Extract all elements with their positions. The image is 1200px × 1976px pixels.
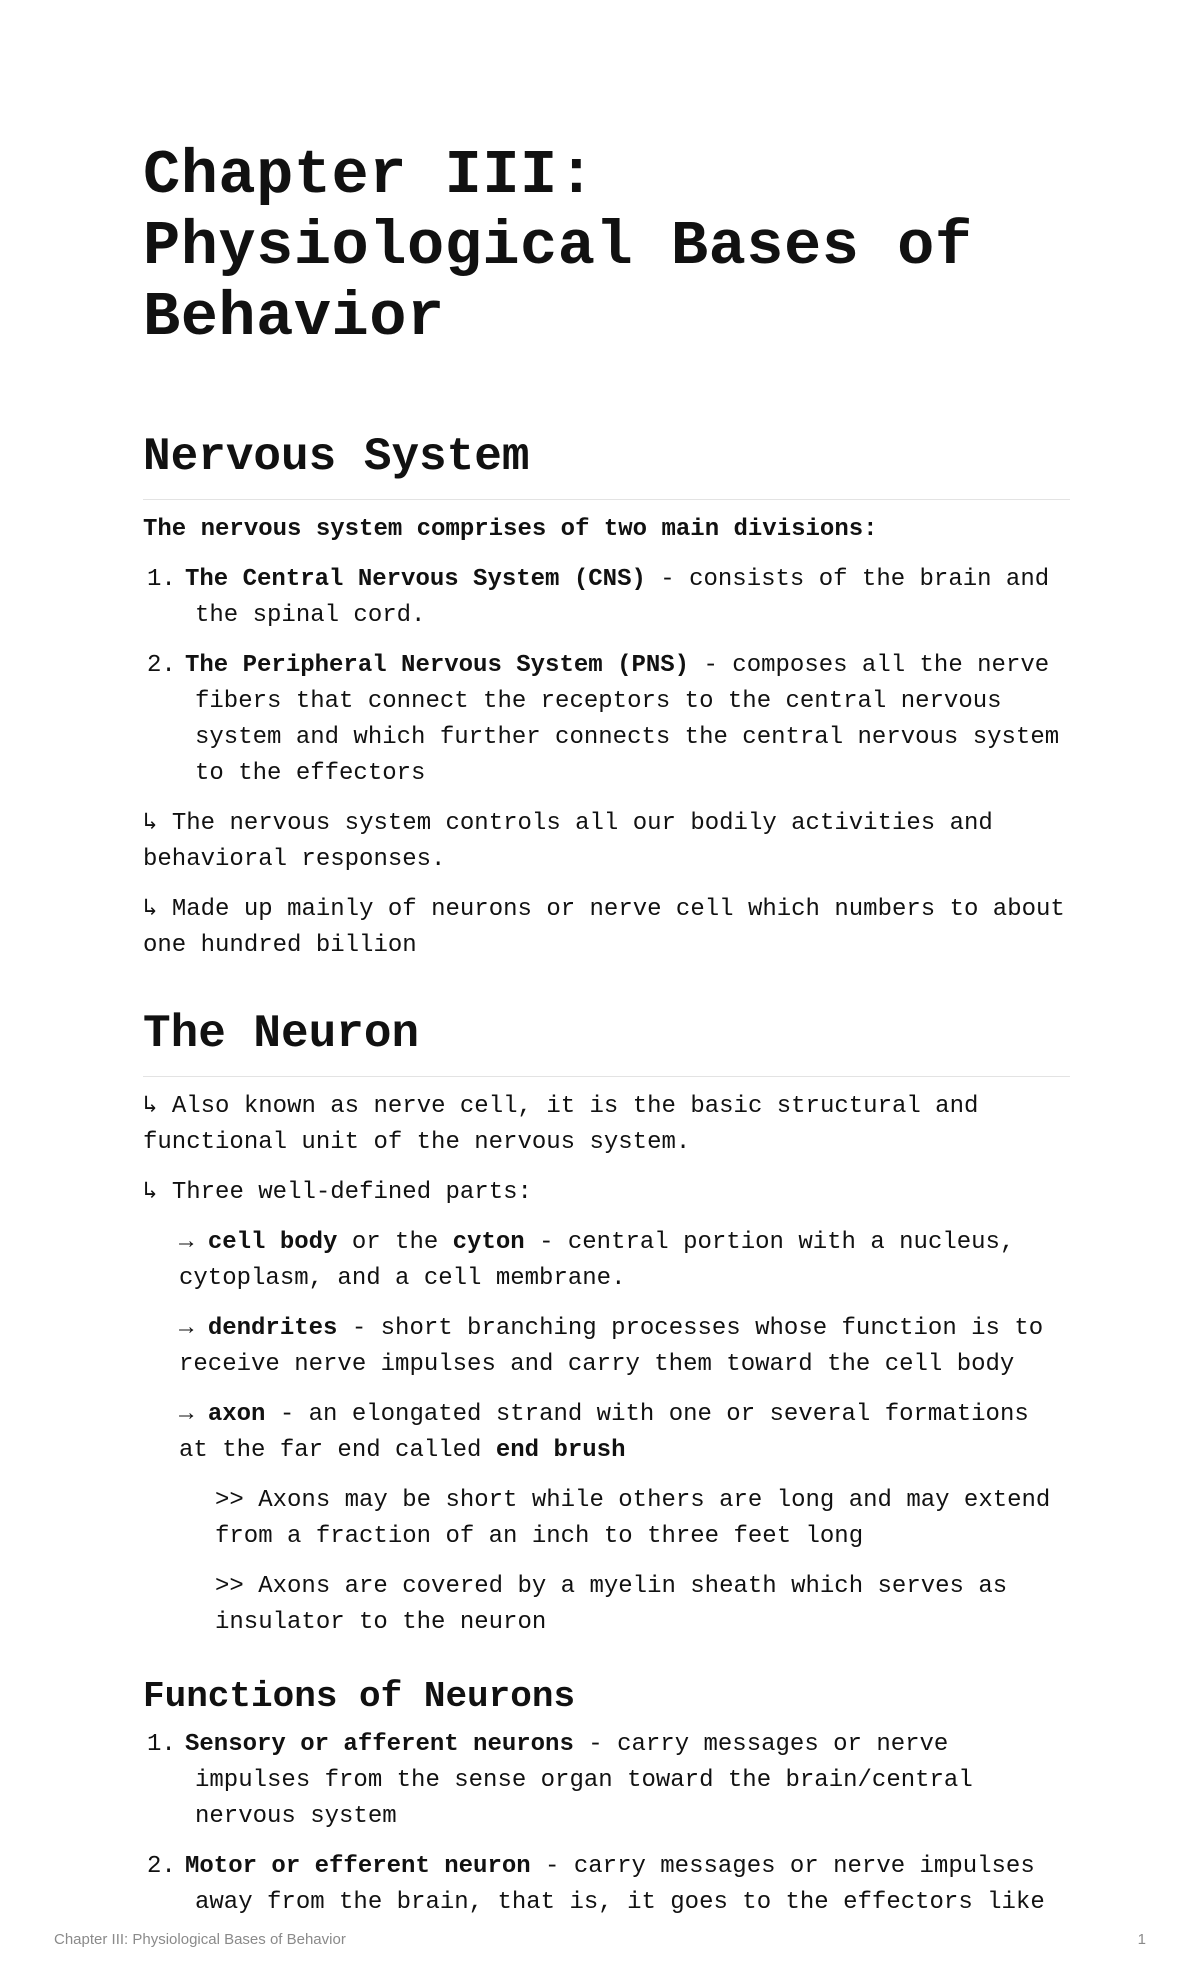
list-item-text: - carry messages or nerve impulses away from the brain, that is, it goes to the effectors like [195,1853,1045,1916]
list-item-term: Motor or efferent neuron [185,1853,531,1880]
footer-page-number: 1 [1137,1931,1146,1948]
footer-document-title: Chapter III: Physiological Bases of Behavior [54,1931,346,1948]
note-paragraph: ↳ Three well-defined parts: [143,1179,532,1206]
neuron-part-axon: → axon - an elongated strand with one or several formations at the far end called end brush [179,1401,1029,1464]
list-item [143,648,1070,792]
section-heading-neuron: The Neuron [143,1008,420,1060]
list-item-text: - carry messages or nerve impulses from the sense organ toward the brain/central nervous system [195,1731,973,1830]
list-number: 1. [147,566,176,593]
list-number: 2. [147,652,176,679]
note-paragraph: ↳ Also known as nerve cell, it is the basic structural and functional unit of the nervous system. [143,1093,979,1156]
section-divider [143,1076,1070,1077]
note-paragraph: ↳ Made up mainly of neurons or nerve cell which numbers to about one hundred billion [143,896,1065,959]
page-footer [54,1931,1146,1948]
nervous-system-intro: The nervous system comprises of two main divisions: [143,516,878,543]
document-page [143,0,1070,1921]
section-heading-nervous-system: Nervous System [143,431,530,483]
neuron-functions-list [143,1727,1070,1921]
list-item [143,1849,1070,1921]
list-number: 2. [147,1853,176,1880]
list-item-term: The Central Nervous System (CNS) [185,566,646,593]
note-paragraph: ↳ The nervous system controls all our bodily activities and behavioral responses. [143,810,993,873]
list-item-term: Sensory or afferent neurons [185,1731,574,1758]
section-divider [143,499,1070,500]
list-item-text: - consists of the brain and the spinal cord. [195,566,1050,629]
neuron-part-dendrites: → dendrites - short branching processes whose function is to receive nerve impulses and carry them toward the cell body [179,1315,1044,1378]
list-item-text: - composes all the nerve fibers that connect the receptors to the central nervous system and which further connects the central nervous system to the effectors [195,652,1060,787]
axon-note: >> Axons are covered by a myelin sheath which serves as insulator to the neuron [215,1573,1008,1636]
section-heading-functions: Functions of Neurons [143,1676,576,1717]
list-item [143,1727,1070,1835]
list-item [143,562,1070,634]
list-number: 1. [147,1731,176,1758]
axon-note: >> Axons may be short while others are long and may extend from a fraction of an inch to three feet long [215,1487,1051,1550]
list-item-term: The Peripheral Nervous System (PNS) [185,652,690,679]
neuron-part-cell-body: → cell body or the cyton - central portion with a nucleus, cytoplasm, and a cell membrane. [179,1229,1015,1292]
nervous-system-divisions-list [143,562,1070,792]
page-title: Chapter III: Physiological Bases of Behavior [143,140,973,353]
